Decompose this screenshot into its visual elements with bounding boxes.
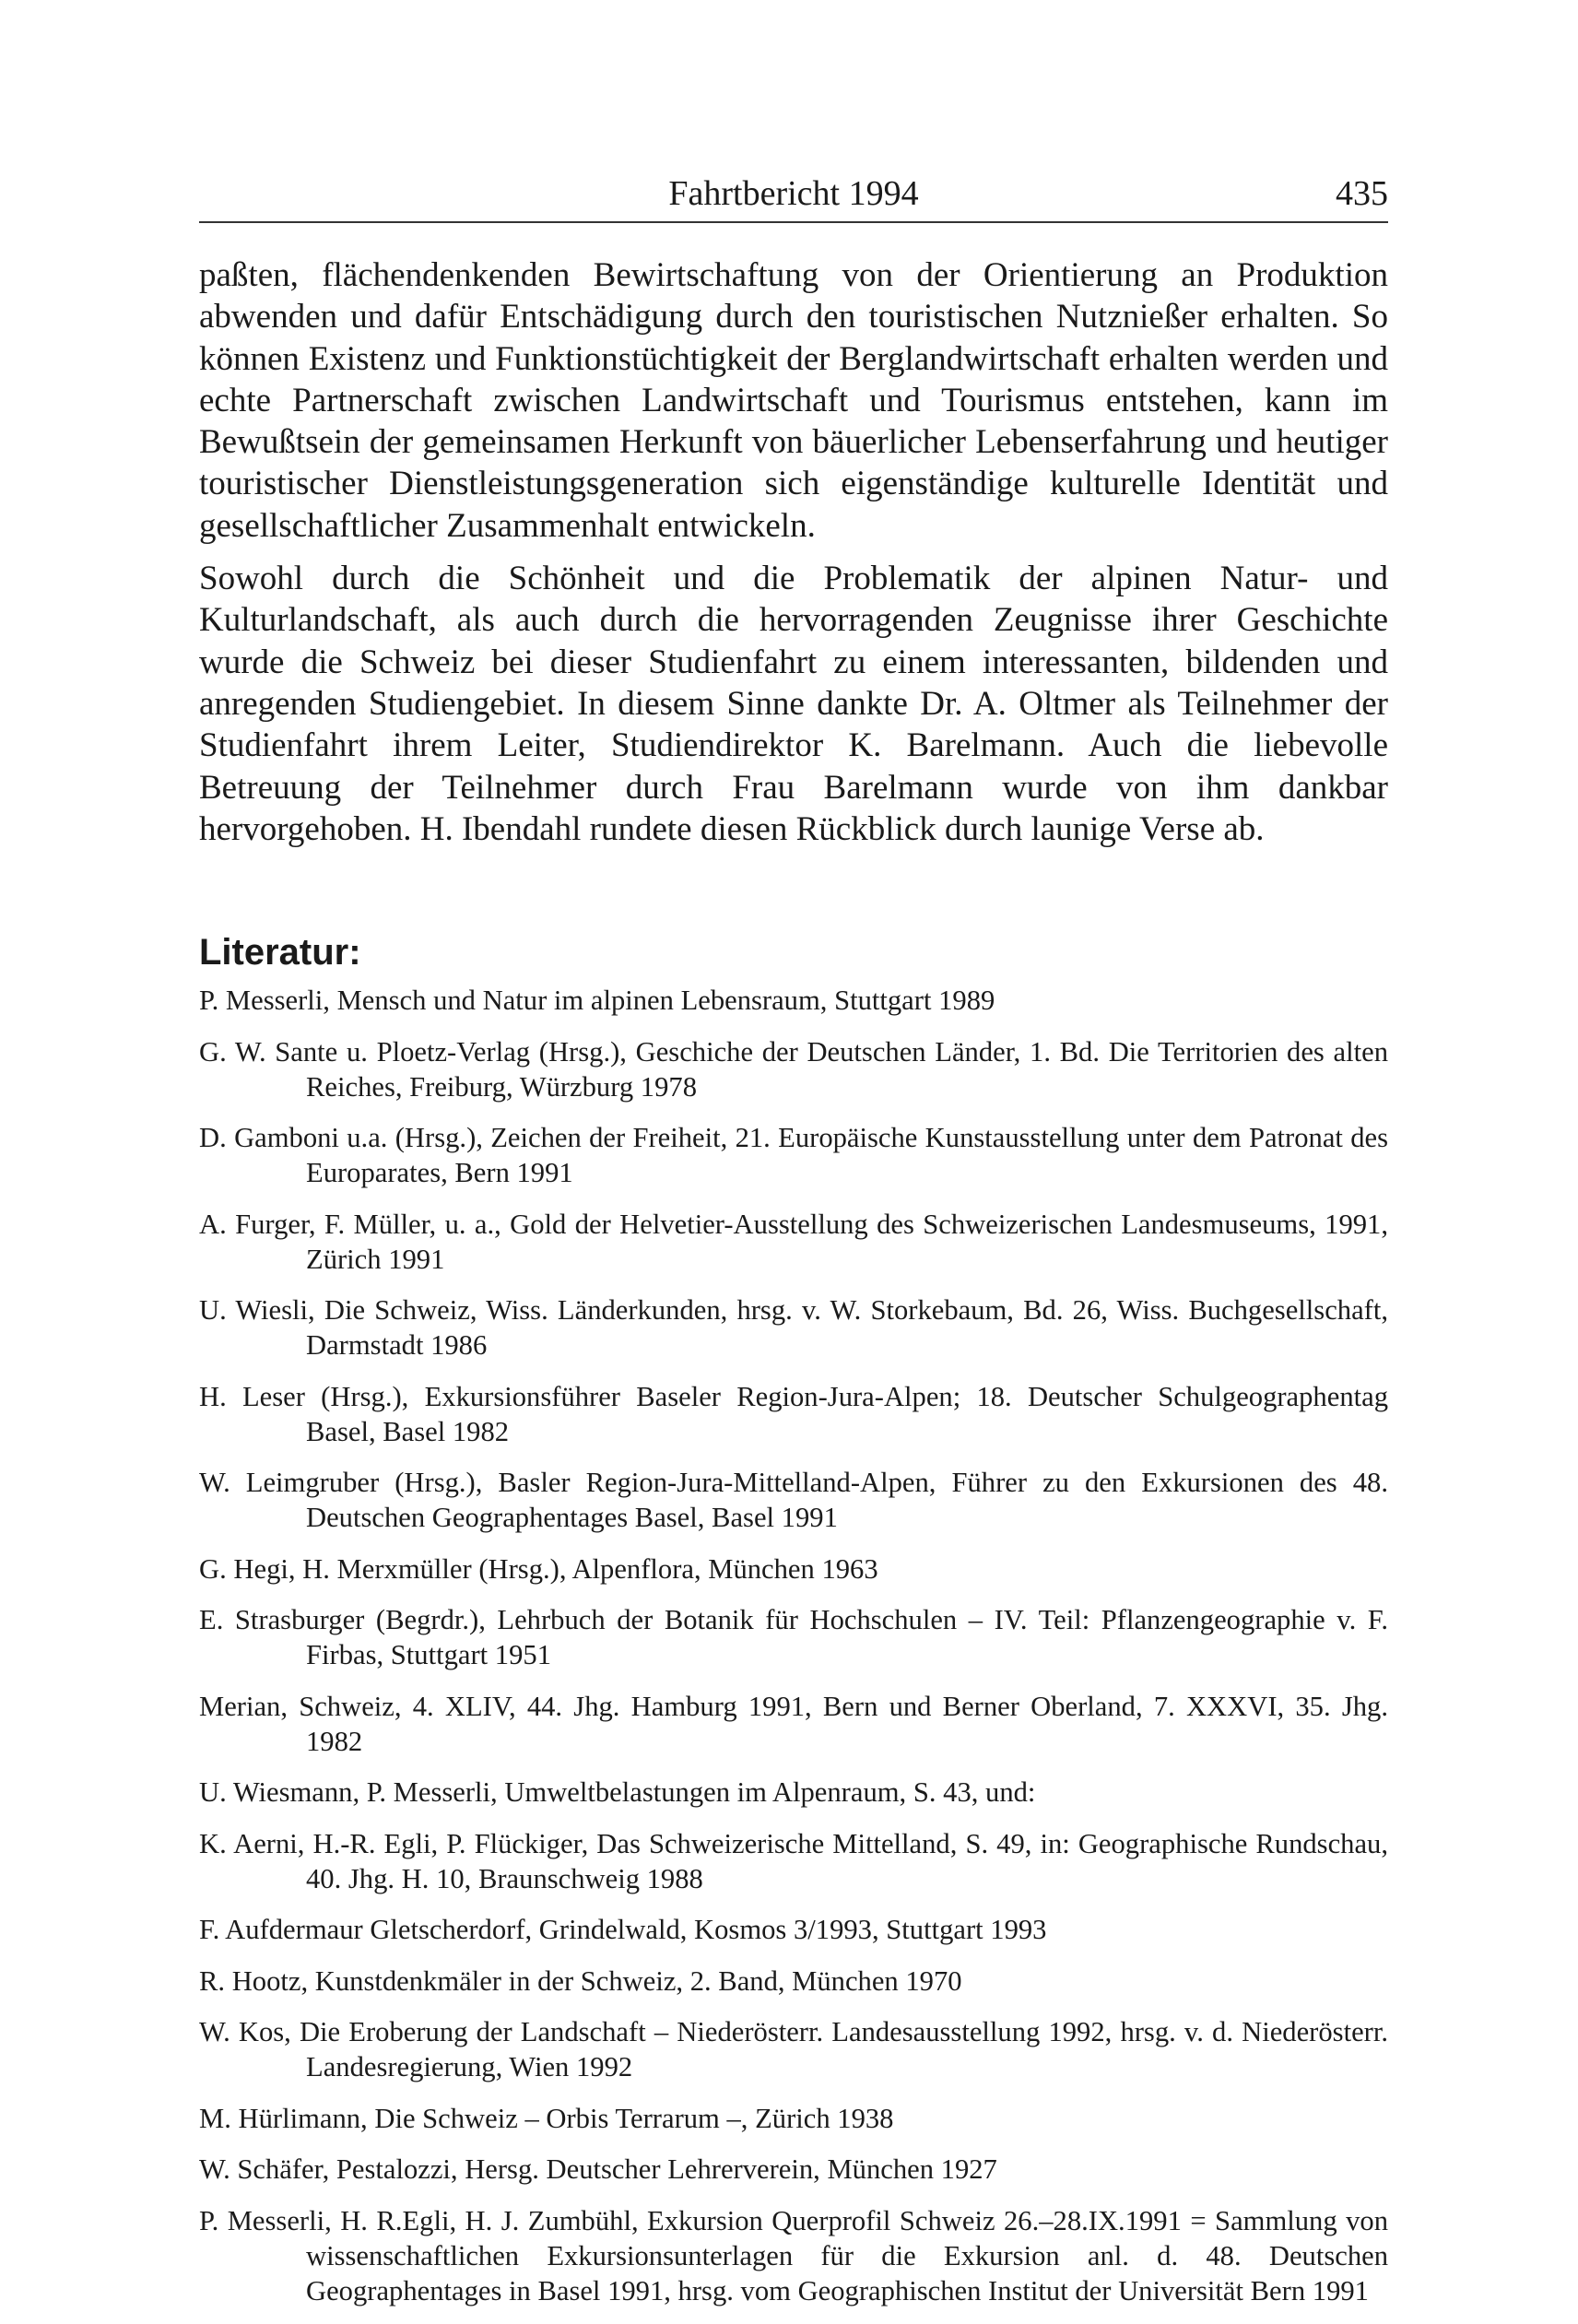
reference-item: G. W. Sante u. Ploetz-Verlag (Hrsg.), Geschiche der Deutschen Länder, 1. Bd. Die Territorien des alten Reiches, Freiburg, Würzburg 1978: [199, 1035, 1388, 1103]
reference-item: A. Furger, F. Müller, u. a., Gold der Helvetier-Ausstellung des Schweizerischen Landesmuseums, 1991, Zürich 1991: [199, 1208, 1388, 1275]
running-header: [199, 175, 1388, 223]
body-paragraph-2: Sowohl durch die Schönheit und die Problematik der alpinen Natur- und Kulturlandschaft, als auch durch die hervorragenden Zeugnisse ihrer Geschichte wurde die Schweiz bei dieser Studienfahrt zu einem interessanten, bildenden und anregenden Studiengebiet. In diesem Sinne dankte Dr. A. Oltmer als Teilnehmer der Studienfahrt ihrem Leiter, Studiendirektor K. Barelmann. Auch die liebevolle Betreuung der Teilnehmer durch Frau Barelmann wurde von ihm dankbar hervorgehoben. H. Ibendahl rundete diesen Rückblick durch launige Verse ab.: [199, 560, 1388, 848]
body-paragraph-1: paßten, flächendenkenden Bewirtschaftung von der Orientierung an Produktion abwenden und dafür Entschädigung durch den touristischen Nutznießer erhalten. So können Existenz und Funktionstüchtigkeit der Berglandwirtschaft erhalten werden und echte Partnerschaft zwischen Landwirtschaft und Tourismus entstehen, kann im Bewußtsein der gemeinsamen Herkunft von bäuerlicher Lebenserfahrung und heutiger touristischer Dienstleistungsgeneration sich eigenständige kulturelle Identität und gesellschaftlicher Zusammenhalt entwickeln.: [199, 256, 1388, 545]
reference-item: G. Hegi, H. Merxmüller (Hrsg.), Alpenflora, München 1963: [199, 1552, 878, 1585]
reference-item: W. Schäfer, Pestalozzi, Hersg. Deutscher Lehrerverein, München 1927: [199, 2153, 997, 2186]
reference-item: M. Hürlimann, Die Schweiz – Orbis Terrarum –, Zürich 1938: [199, 2102, 894, 2134]
reference-item: E. Strasburger (Begrdr.), Lehrbuch der Botanik für Hochschulen – IV. Teil: Pflanzengeographie v. F. Firbas, Stuttgart 1951: [199, 1604, 1388, 1671]
reference-item: P. Messerli, Mensch und Natur im alpinen Lebensraum, Stuttgart 1989: [199, 985, 995, 1017]
reference-list: [199, 983, 1388, 2308]
reference-item: Merian, Schweiz, 4. XLIV, 44. Jhg. Hamburg 1991, Bern und Berner Oberland, 7. XXXVI, 35. Jhg. 1982: [199, 1690, 1388, 1757]
reference-item: H. Leser (Hrsg.), Exkursionsführer Baseler Region-Jura-Alpen; 18. Deutscher Schulgeographentag Basel, Basel 1982: [199, 1380, 1388, 1447]
document-page: [199, 175, 1388, 2324]
literature-heading: Literatur:: [199, 932, 361, 973]
running-title: Fahrtbericht 1994: [668, 174, 919, 213]
reference-item: W. Leimgruber (Hrsg.), Basler Region-Jura-Mittelland-Alpen, Führer zu den Exkursionen des 48. Deutschen Geographentages Basel, Basel 1991: [199, 1467, 1388, 1534]
reference-item: P. Messerli, H. R.Egli, H. J. Zumbühl, Exkursion Querprofil Schweiz 26.–28.IX.1991 = Sammlung von wissenschaftlichen Exkursionsunterlagen für die Exkursion anl. d. 48. Deutschen Geographentages in Basel 1991, hrsg. vom Geographischen Institut der Universität Bern 1991: [199, 2204, 1388, 2306]
reference-item: W. Kos, Die Eroberung der Landschaft – Niederösterr. Landesausstellung 1992, hrsg. v. d. Niederösterr. Landesregierung, Wien 1992: [199, 2016, 1388, 2083]
page-number: 435: [1336, 174, 1388, 213]
reference-item: U. Wiesli, Die Schweiz, Wiss. Länderkunden, hrsg. v. W. Storkebaum, Bd. 26, Wiss. Buchgesellschaft, Darmstadt 1986: [199, 1294, 1388, 1362]
reference-item: D. Gamboni u.a. (Hrsg.), Zeichen der Freiheit, 21. Europäische Kunstausstellung unter dem Patronat des Europarates, Bern 1991: [199, 1122, 1388, 1189]
reference-item: F. Aufdermaur Gletscherdorf, Grindelwald, Kosmos 3/1993, Stuttgart 1993: [199, 1914, 1047, 1946]
reference-item: R. Hootz, Kunstdenkmäler in der Schweiz, 2. Band, München 1970: [199, 1964, 962, 1997]
body-text: [199, 254, 1388, 850]
reference-item: K. Aerni, H.-R. Egli, P. Flückiger, Das Schweizerische Mittelland, S. 49, in: Geographische Rundschau, 40. Jhg. H. 10, Braunschweig 1988: [199, 1827, 1388, 1894]
reference-item: U. Wiesmann, P. Messerli, Umweltbelastungen im Alpenraum, S. 43, und:: [199, 1776, 1036, 1809]
